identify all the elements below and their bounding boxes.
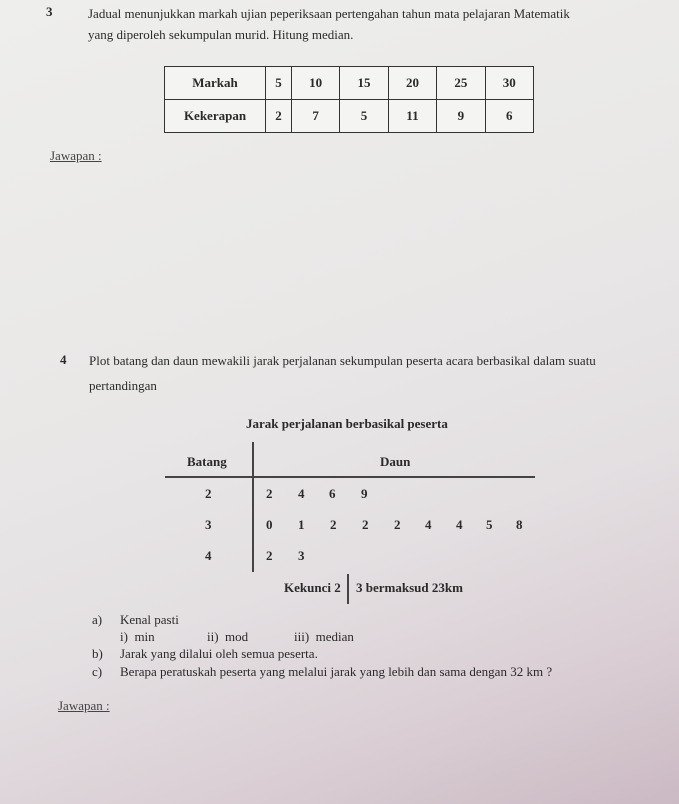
key-divider [347, 574, 349, 604]
table-row-marks [165, 67, 534, 100]
leaf-value: 4 [456, 517, 463, 532]
leaf-value: 8 [516, 517, 523, 532]
q3-text-line1: Jadual menunjukkan markah ujian peperiksaan pertengahan tahun mata pelajaran Matematik [88, 6, 570, 21]
q4-number: 4 [60, 352, 67, 367]
part-a-text: Kenal pasti [120, 612, 179, 627]
stem-header: Batang [187, 454, 227, 469]
stem-value: 4 [205, 548, 212, 563]
key-right-text: 3 bermaksud 23km [356, 580, 463, 595]
table-header-kekerapan: Kekerapan [165, 100, 266, 133]
stem-leaf-title: Jarak perjalanan berbasikal peserta [246, 416, 448, 431]
table-cell: 25 [437, 67, 485, 100]
stem-value: 3 [205, 517, 212, 532]
leaf-value: 6 [329, 486, 336, 501]
part-c-text: Berapa peratuskah peserta yang melalui jarak yang lebih dan sama dengan 32 km ? [120, 664, 553, 679]
table-cell: 11 [388, 100, 436, 133]
q4-text-line2: pertandingan [89, 378, 157, 393]
table-cell: 6 [485, 100, 533, 133]
leaf-value: 3 [298, 548, 305, 563]
leaf-header: Daun [380, 454, 411, 469]
table-cell: 5 [340, 100, 388, 133]
table-cell: 7 [291, 100, 339, 133]
table-row-frequency [165, 100, 534, 133]
stem-value: 2 [205, 486, 212, 501]
table-cell: 5 [266, 67, 292, 100]
frequency-table [164, 66, 534, 133]
table-cell: 15 [340, 67, 388, 100]
part-c-label: c) [92, 664, 103, 679]
leaf-value: 0 [266, 517, 273, 532]
q4-text-line1: Plot batang dan daun mewakili jarak perjalanan sekumpulan peserta acara berbasikal dalam suatu [89, 353, 596, 368]
leaf-value: 2 [266, 548, 273, 563]
q4-answer-label: Jawapan : [58, 698, 110, 713]
q3-answer-label: Jawapan : [50, 148, 102, 163]
leaf-value: 4 [298, 486, 305, 501]
part-a-i: i) min [120, 629, 155, 644]
part-a-ii: ii) mod [207, 629, 249, 644]
table-cell: 20 [388, 67, 436, 100]
part-b-text: Jarak yang dilalui oleh semua peserta. [120, 646, 318, 661]
leaf-value: 1 [298, 517, 305, 532]
leaf-value: 2 [266, 486, 273, 501]
q3-text-line2: yang diperoleh sekumpulan murid. Hitung median. [88, 27, 354, 42]
part-a-iii: iii) median [294, 629, 354, 644]
leaf-value: 2 [362, 517, 369, 532]
part-a-label: a) [92, 612, 103, 627]
leaf-value: 2 [330, 517, 337, 532]
stem-divider [252, 442, 254, 572]
table-cell: 30 [485, 67, 533, 100]
leaf-value: 5 [486, 517, 493, 532]
table-header-markah: Markah [165, 67, 266, 100]
table-cell: 10 [291, 67, 339, 100]
q3-number: 3 [46, 4, 53, 19]
table-cell: 9 [437, 100, 485, 133]
key-left-text: Kekunci 2 [284, 580, 341, 595]
leaf-value: 2 [394, 517, 401, 532]
leaf-value: 9 [361, 486, 368, 501]
table-cell: 2 [266, 100, 292, 133]
header-divider [165, 476, 535, 478]
leaf-value: 4 [425, 517, 432, 532]
part-b-label: b) [92, 646, 103, 661]
